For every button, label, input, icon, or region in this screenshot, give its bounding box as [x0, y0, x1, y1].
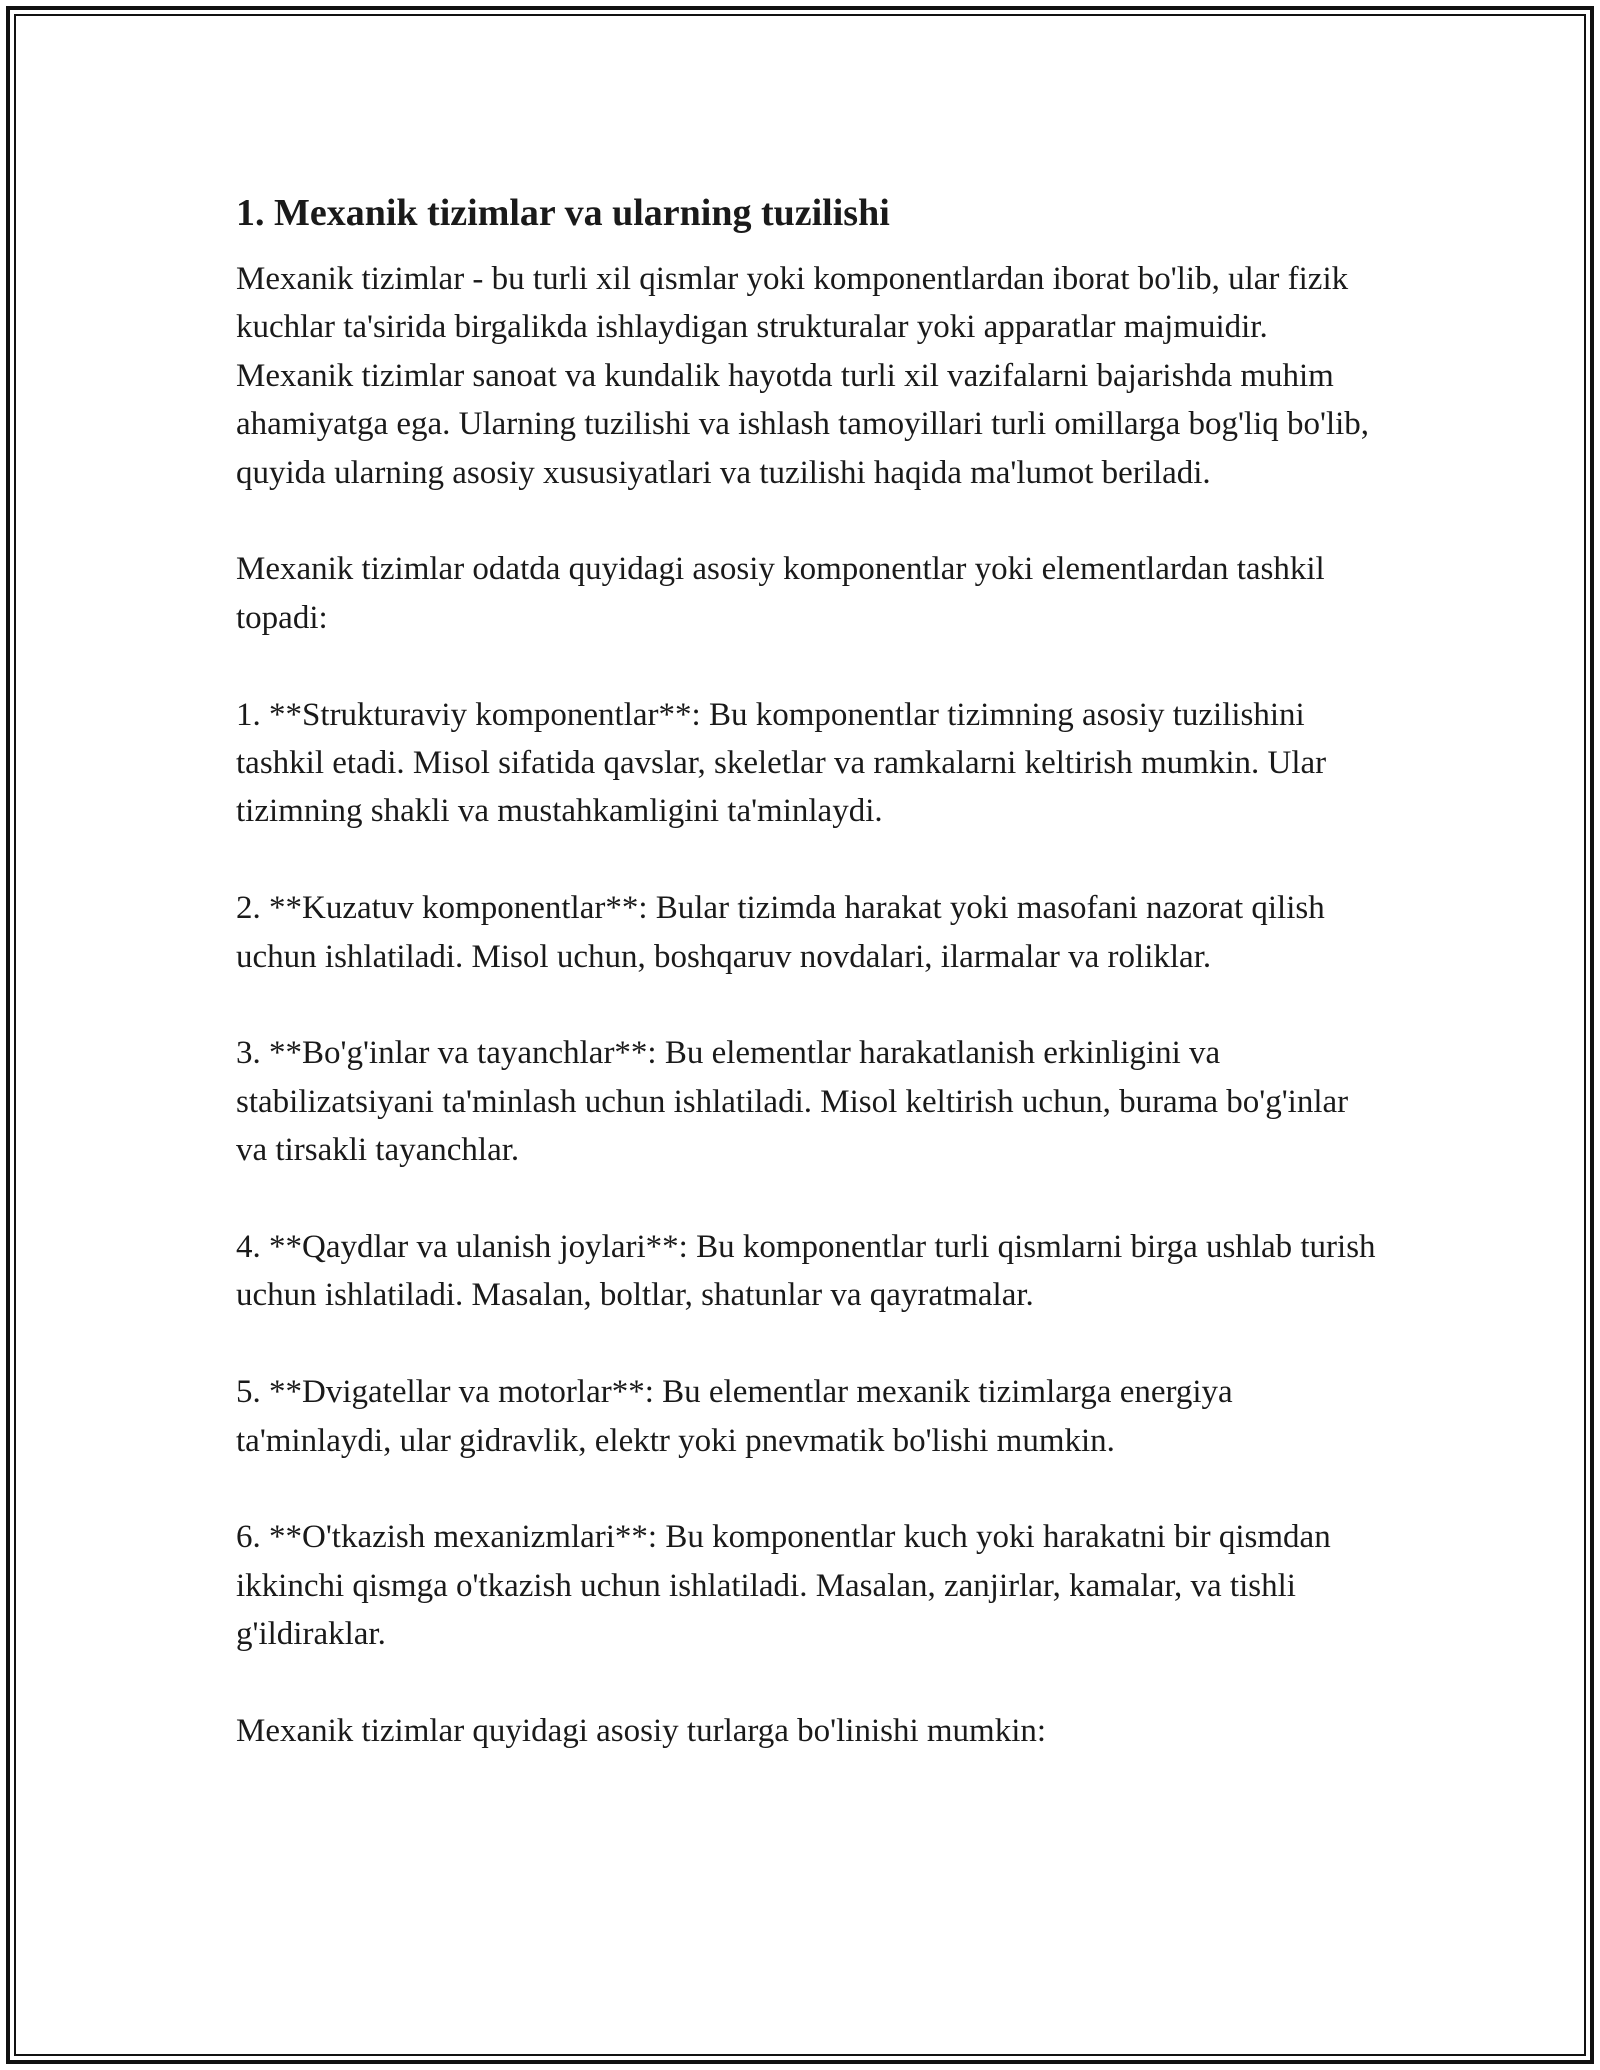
list-item-joints: 3. **Bo'g'inlar va tayanchlar**: Bu elementlar harakatlanish erkinligini va stabilizatsiyani ta'minlash uchun ishlatiladi. Misol keltirish uchun, burama bo'g'inlar va tirsakli tayanchlar.	[236, 1035, 1349, 1169]
list-item-structural: 1. **Strukturaviy komponentlar**: Bu komponentlar tizimning asosiy tuzilishini tashkil etadi. Misol sifatida qavslar, skeletlar va ramkalarni keltirish mumkin. Ular tizimning shakli va mustahkamligini ta'minlaydi.	[236, 696, 1327, 830]
list-item-transmission: 6. **O'tkazish mexanizmlari**: Bu komponentlar kuch yoki harakatni bir qismdan ikkinchi qismga o'tkazish uchun ishlatiladi. Masalan, zanjirlar, kamalar, va tishli g'ildiraklar.	[236, 1519, 1331, 1653]
components-lead-paragraph: Mexanik tizimlar odatda quyidagi asosiy komponentlar yoki elementlardan tashkil topadi:	[236, 551, 1325, 636]
intro-paragraph: Mexanik tizimlar - bu turli xil qismlar yoki komponentlardan iborat bo'lib, ular fizik kuchlar ta'sirida birgalikda ishlaydigan strukturalar yoki apparatlar majmuidir. Mexanik tizimlar sanoat va kundalik hayotda turli xil vazifalarni bajarishda muhim ahamiyatga ega. Ularning tuzilishi va ishlash tamoyillari turli omillarga bog'liq bo'lib, quyida ularning asosiy xususiyatlari va tuzilishi haqida ma'lumot beriladi.	[236, 261, 1370, 491]
list-item-engines: 5. **Dvigatellar va motorlar**: Bu elementlar mexanik tizimlarga energiya ta'minlaydi, ular gidravlik, elektr yoki pnevmatik bo'lishi mumkin.	[236, 1374, 1233, 1459]
section-heading: 1. Mexanik tizimlar va ularning tuzilishi	[236, 192, 890, 234]
list-item-fasteners: 4. **Qaydlar va ulanish joylari**: Bu komponentlar turli qismlarni birga ushlab turish uchun ishlatiladi. Masalan, boltlar, shatunlar va qayratmalar.	[236, 1229, 1376, 1314]
types-lead-paragraph: Mexanik tizimlar quyidagi asosiy turlarga bo'linishi mumkin:	[236, 1713, 1047, 1750]
list-item-tracking: 2. **Kuzatuv komponentlar**: Bular tizimda harakat yoki masofani nazorat qilish uchun ishlatiladi. Misol uchun, boshqaruv novdalari, ilarmalar va roliklar.	[236, 890, 1325, 975]
document-body	[236, 185, 1376, 1804]
